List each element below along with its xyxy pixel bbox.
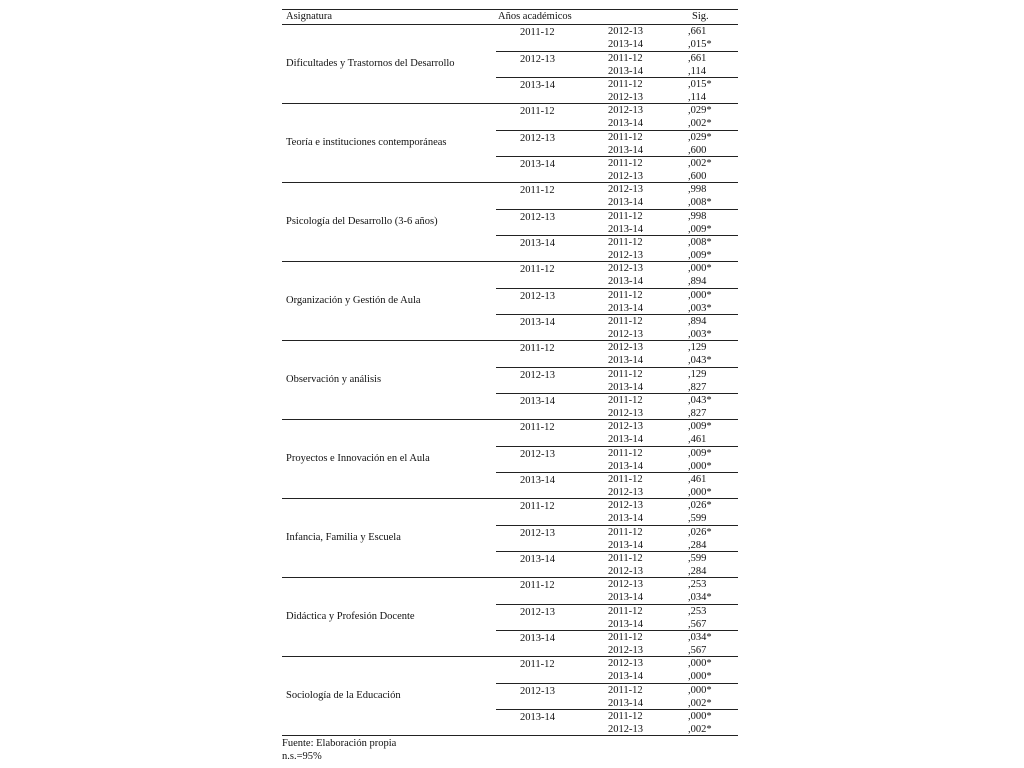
- header-sig: Sig.: [692, 11, 709, 22]
- academic-year: 2012-13: [520, 54, 555, 65]
- header-years: Años académicos: [498, 11, 572, 22]
- subject-name: Observación y análisis: [286, 374, 382, 385]
- comparison-row: [496, 183, 738, 196]
- significance-value: ,894: [688, 316, 707, 327]
- significance-value: ,009*: [688, 224, 712, 235]
- significance-value: ,827: [688, 382, 707, 393]
- significance-value: ,029*: [688, 132, 712, 143]
- subject-name: Psicología del Desarrollo (3-6 años): [286, 216, 438, 227]
- compared-year: 2011-12: [608, 53, 643, 64]
- academic-year: 2012-13: [520, 528, 555, 539]
- comparison-row: [496, 117, 738, 130]
- comparison-row: [496, 565, 738, 578]
- compared-year: 2011-12: [608, 474, 643, 485]
- comparison-row: [496, 275, 738, 288]
- academic-year: 2013-14: [520, 159, 555, 170]
- compared-year: 2011-12: [608, 632, 643, 643]
- significance-value: ,129: [688, 342, 707, 353]
- academic-year: 2011-12: [520, 501, 555, 512]
- compared-year: 2012-13: [608, 579, 643, 590]
- comparison-row: [496, 684, 738, 697]
- compared-year: 2011-12: [608, 211, 643, 222]
- compared-year: 2011-12: [608, 132, 643, 143]
- comparison-row: [496, 341, 738, 354]
- compared-year: 2013-14: [608, 197, 643, 208]
- comparison-row: [496, 78, 738, 91]
- academic-year: 2011-12: [520, 264, 555, 275]
- significance-value: ,461: [688, 434, 707, 445]
- compared-year: 2013-14: [608, 39, 643, 50]
- table-header: [282, 9, 738, 25]
- significance-value: ,253: [688, 606, 707, 617]
- compared-year: 2013-14: [608, 619, 643, 630]
- year-group: [496, 683, 738, 709]
- year-group: [496, 709, 738, 735]
- subject-block: [282, 25, 738, 104]
- comparison-row: [496, 578, 738, 591]
- significance-value: ,114: [688, 92, 706, 103]
- compared-year: 2013-14: [608, 540, 643, 551]
- comparison-row: [496, 249, 738, 262]
- significance-value: ,599: [688, 553, 707, 564]
- compared-year: 2011-12: [608, 606, 643, 617]
- year-group: [496, 130, 738, 156]
- year-group: [496, 393, 738, 419]
- significance-value: ,009*: [688, 448, 712, 459]
- year-group: [496, 420, 738, 446]
- compared-year: 2012-13: [608, 171, 643, 182]
- compared-year: 2013-14: [608, 145, 643, 156]
- compared-year: 2013-14: [608, 355, 643, 366]
- year-group: [496, 472, 738, 498]
- compared-year: 2013-14: [608, 382, 643, 393]
- significance-value: ,034*: [688, 592, 712, 603]
- academic-year: 2011-12: [520, 106, 555, 117]
- comparison-row: [496, 52, 738, 65]
- significance-value: ,894: [688, 276, 707, 287]
- subject-block: [282, 657, 738, 736]
- subject-name: Teoría e instituciones contemporáneas: [286, 137, 447, 148]
- compared-year: 2013-14: [608, 698, 643, 709]
- compared-year: 2012-13: [608, 92, 643, 103]
- year-group: [496, 104, 738, 130]
- comparison-row: [496, 131, 738, 144]
- compared-year: 2012-13: [608, 26, 643, 37]
- year-group: [496, 630, 738, 656]
- compared-year: 2013-14: [608, 434, 643, 445]
- compared-year: 2013-14: [608, 592, 643, 603]
- compared-year: 2012-13: [608, 500, 643, 511]
- comparison-row: [496, 644, 738, 657]
- compared-year: 2012-13: [608, 408, 643, 419]
- comparison-row: [496, 512, 738, 525]
- year-group: [496, 604, 738, 630]
- academic-year: 2013-14: [520, 712, 555, 723]
- academic-year: 2011-12: [520, 659, 555, 670]
- academic-year: 2013-14: [520, 80, 555, 91]
- compared-year: 2013-14: [608, 671, 643, 682]
- academic-year: 2013-14: [520, 238, 555, 249]
- academic-year: 2012-13: [520, 449, 555, 460]
- year-group: [496, 183, 738, 209]
- compared-year: 2012-13: [608, 487, 643, 498]
- significance-value: ,026*: [688, 500, 712, 511]
- comparison-row: [496, 473, 738, 486]
- comparison-row: [496, 631, 738, 644]
- subject-name: Didáctica y Profesión Docente: [286, 611, 415, 622]
- significance-value: ,661: [688, 26, 707, 37]
- compared-year: 2012-13: [608, 645, 643, 656]
- year-group: [496, 578, 738, 604]
- comparison-row: [496, 236, 738, 249]
- subject-block: [282, 420, 738, 499]
- comparison-row: [496, 552, 738, 565]
- comparison-row: [496, 710, 738, 723]
- compared-year: 2011-12: [608, 527, 643, 538]
- significance-value: ,461: [688, 474, 707, 485]
- comparison-row: [496, 486, 738, 499]
- year-group: [496, 525, 738, 551]
- compared-year: 2011-12: [608, 158, 643, 169]
- academic-year: 2013-14: [520, 633, 555, 644]
- academic-year: 2013-14: [520, 317, 555, 328]
- footer-ns: n.s.=95%: [282, 751, 322, 762]
- compared-year: 2011-12: [608, 448, 643, 459]
- comparison-row: [496, 526, 738, 539]
- compared-year: 2011-12: [608, 237, 643, 248]
- significance-value: ,599: [688, 513, 707, 524]
- year-group: [496, 209, 738, 235]
- academic-year: 2011-12: [520, 580, 555, 591]
- compared-year: 2013-14: [608, 461, 643, 472]
- comparison-row: [496, 196, 738, 209]
- year-group: [496, 551, 738, 577]
- significance-value: ,998: [688, 184, 707, 195]
- comparison-row: [496, 157, 738, 170]
- comparison-row: [496, 315, 738, 328]
- compared-year: 2011-12: [608, 711, 643, 722]
- compared-year: 2011-12: [608, 395, 643, 406]
- comparison-row: [496, 289, 738, 302]
- comparison-row: [496, 657, 738, 670]
- academic-year: 2012-13: [520, 686, 555, 697]
- comparison-row: [496, 368, 738, 381]
- subject-name: Dificultades y Trastornos del Desarrollo: [286, 58, 455, 69]
- subject-block: [282, 578, 738, 657]
- significance-value: ,284: [688, 540, 707, 551]
- comparison-row: [496, 38, 738, 51]
- academic-year: 2013-14: [520, 396, 555, 407]
- comparison-row: [496, 420, 738, 433]
- year-group: [496, 51, 738, 77]
- significance-value: ,003*: [688, 303, 712, 314]
- comparison-row: [496, 670, 738, 683]
- subject-name: Organización y Gestión de Aula: [286, 295, 421, 306]
- header-subject: Asignatura: [286, 11, 333, 22]
- significance-value: ,002*: [688, 158, 712, 169]
- subject-block: [282, 262, 738, 341]
- compared-year: 2012-13: [608, 105, 643, 116]
- subject-name: Proyectos e Innovación en el Aula: [286, 453, 430, 464]
- subject-block: [282, 104, 738, 183]
- significance-value: ,129: [688, 369, 707, 380]
- significance-value: ,002*: [688, 724, 712, 735]
- significance-value: ,000*: [688, 671, 712, 682]
- comparison-row: [496, 170, 738, 183]
- academic-year: 2013-14: [520, 475, 555, 486]
- table-footer: [282, 737, 396, 763]
- significance-value: ,008*: [688, 197, 712, 208]
- year-group: [496, 314, 738, 340]
- significance-value: ,009*: [688, 421, 712, 432]
- compared-year: 2012-13: [608, 184, 643, 195]
- significance-value: ,661: [688, 53, 707, 64]
- compared-year: 2012-13: [608, 250, 643, 261]
- subject-block: [282, 499, 738, 578]
- significance-value: ,600: [688, 145, 707, 156]
- academic-year: 2013-14: [520, 554, 555, 565]
- significance-value: ,600: [688, 171, 707, 182]
- significance-value: ,000*: [688, 711, 712, 722]
- year-group: [496, 446, 738, 472]
- significance-value: ,003*: [688, 329, 712, 340]
- comparison-row: [496, 499, 738, 512]
- significance-value: ,002*: [688, 698, 712, 709]
- significance-value: ,000*: [688, 658, 712, 669]
- academic-year: 2011-12: [520, 422, 555, 433]
- academic-year: 2011-12: [520, 185, 555, 196]
- subject-name: Infancia, Familia y Escuela: [286, 532, 401, 543]
- year-group: [496, 367, 738, 393]
- compared-year: 2012-13: [608, 342, 643, 353]
- significance-value: ,043*: [688, 395, 712, 406]
- compared-year: 2012-13: [608, 329, 643, 340]
- comparison-row: [496, 91, 738, 104]
- compared-year: 2011-12: [608, 316, 643, 327]
- table-body: [282, 25, 738, 736]
- significance-value: ,827: [688, 408, 707, 419]
- year-group: [496, 156, 738, 182]
- academic-year: 2012-13: [520, 607, 555, 618]
- comparison-row: [496, 407, 738, 420]
- significance-value: ,029*: [688, 105, 712, 116]
- significance-value: ,000*: [688, 487, 712, 498]
- academic-year: 2012-13: [520, 212, 555, 223]
- year-group: [496, 657, 738, 683]
- significance-value: ,567: [688, 619, 707, 630]
- significance-value: ,284: [688, 566, 707, 577]
- compared-year: 2013-14: [608, 118, 643, 129]
- comparison-row: [496, 354, 738, 367]
- compared-year: 2012-13: [608, 658, 643, 669]
- comparison-row: [496, 262, 738, 275]
- compared-year: 2013-14: [608, 276, 643, 287]
- comparison-row: [496, 25, 738, 38]
- academic-year: 2012-13: [520, 133, 555, 144]
- compared-year: 2011-12: [608, 290, 643, 301]
- significance-value: ,015*: [688, 39, 712, 50]
- significance-value: ,002*: [688, 118, 712, 129]
- compared-year: 2012-13: [608, 421, 643, 432]
- significance-value: ,000*: [688, 685, 712, 696]
- significance-value: ,015*: [688, 79, 712, 90]
- significance-value: ,253: [688, 579, 707, 590]
- significance-value: ,000*: [688, 263, 712, 274]
- significance-value: ,034*: [688, 632, 712, 643]
- significance-value: ,998: [688, 211, 707, 222]
- compared-year: 2013-14: [608, 513, 643, 524]
- comparison-row: [496, 210, 738, 223]
- subject-block: [282, 183, 738, 262]
- significance-value: ,026*: [688, 527, 712, 538]
- significance-table: [282, 9, 738, 736]
- compared-year: 2011-12: [608, 369, 643, 380]
- significance-value: ,043*: [688, 355, 712, 366]
- comparison-row: [496, 591, 738, 604]
- comparison-row: [496, 104, 738, 117]
- subject-block: [282, 341, 738, 420]
- year-group: [496, 262, 738, 288]
- significance-value: ,008*: [688, 237, 712, 248]
- comparison-row: [496, 723, 738, 736]
- year-group: [496, 288, 738, 314]
- year-group: [496, 25, 738, 51]
- year-group: [496, 499, 738, 525]
- compared-year: 2012-13: [608, 263, 643, 274]
- subject-name: Sociología de la Educación: [286, 690, 401, 701]
- academic-year: 2011-12: [520, 343, 555, 354]
- comparison-row: [496, 433, 738, 446]
- comparison-row: [496, 328, 738, 341]
- compared-year: 2012-13: [608, 566, 643, 577]
- compared-year: 2013-14: [608, 303, 643, 314]
- year-group: [496, 341, 738, 367]
- significance-value: ,000*: [688, 290, 712, 301]
- compared-year: 2011-12: [608, 685, 643, 696]
- significance-value: ,567: [688, 645, 707, 656]
- year-group: [496, 77, 738, 103]
- comparison-row: [496, 605, 738, 618]
- compared-year: 2012-13: [608, 724, 643, 735]
- significance-value: ,000*: [688, 461, 712, 472]
- academic-year: 2011-12: [520, 27, 555, 38]
- footer-source: Fuente: Elaboración propia: [282, 738, 397, 749]
- significance-value: ,009*: [688, 250, 712, 261]
- academic-year: 2012-13: [520, 370, 555, 381]
- compared-year: 2013-14: [608, 66, 643, 77]
- academic-year: 2012-13: [520, 291, 555, 302]
- comparison-row: [496, 447, 738, 460]
- significance-value: ,114: [688, 66, 706, 77]
- compared-year: 2011-12: [608, 553, 643, 564]
- compared-year: 2013-14: [608, 224, 643, 235]
- compared-year: 2011-12: [608, 79, 643, 90]
- comparison-row: [496, 394, 738, 407]
- year-group: [496, 235, 738, 261]
